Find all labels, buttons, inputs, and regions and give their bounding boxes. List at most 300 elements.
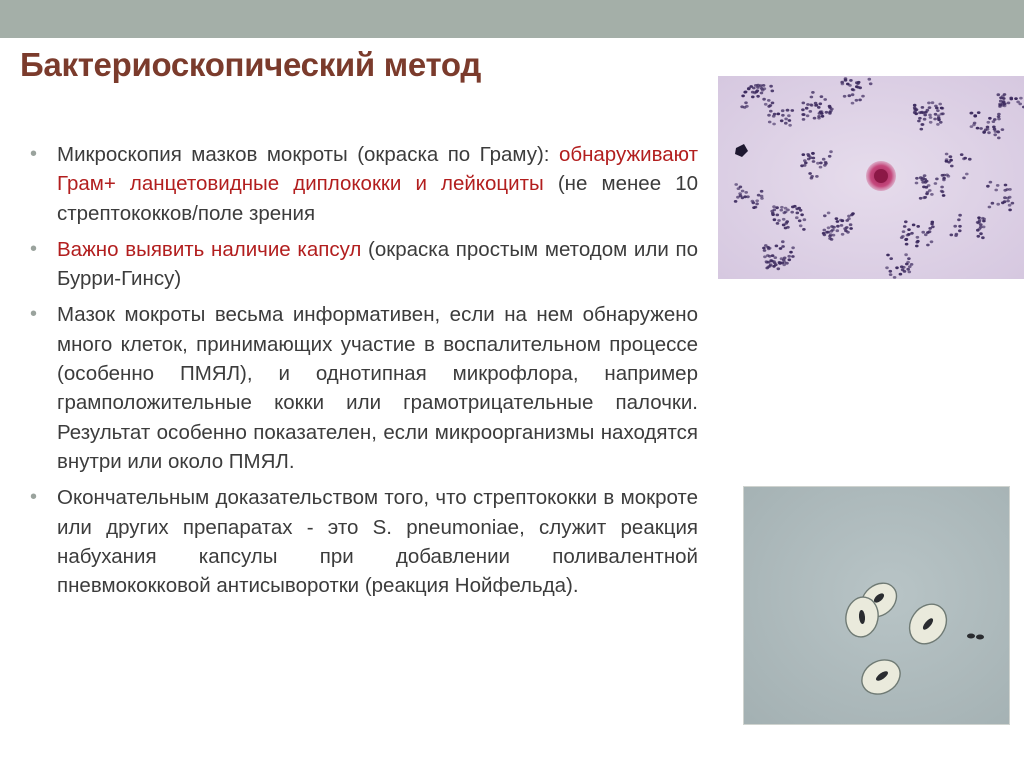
diplococcus bbox=[904, 253, 908, 256]
diplococcus bbox=[817, 106, 821, 109]
diplococcus bbox=[755, 199, 759, 202]
diplococcus bbox=[802, 113, 806, 116]
bullet-dot-icon: • bbox=[30, 303, 38, 326]
diplococcus bbox=[1019, 97, 1023, 100]
diplococcus bbox=[848, 84, 852, 87]
diplococcus bbox=[850, 214, 854, 217]
diplococcus bbox=[798, 219, 802, 222]
diplococcus bbox=[756, 86, 760, 89]
diplococcus bbox=[915, 177, 919, 180]
diplococcus bbox=[868, 78, 872, 81]
diplococcus bbox=[977, 216, 981, 219]
diplococcus bbox=[904, 220, 908, 223]
diplococcus bbox=[907, 228, 911, 231]
diplococcus bbox=[903, 225, 907, 228]
diplococcus bbox=[934, 182, 938, 185]
diplococcus bbox=[976, 127, 980, 130]
diplococcus bbox=[955, 233, 959, 236]
diplococcus bbox=[749, 85, 753, 88]
diplococcus bbox=[781, 114, 785, 117]
diplococcus bbox=[767, 99, 771, 102]
diplococcus bbox=[857, 81, 861, 84]
bullet-text-segment: (не менее 10 стрептококков/поле зрения bbox=[57, 172, 698, 225]
diplococcus bbox=[775, 206, 779, 209]
diplococcus bbox=[810, 177, 814, 180]
diplococcus bbox=[885, 266, 889, 269]
diplococcus bbox=[795, 207, 799, 210]
diplococcus bbox=[783, 257, 787, 260]
diplococcus bbox=[822, 158, 826, 161]
diplococcus bbox=[947, 175, 951, 178]
diplococcus bbox=[901, 268, 905, 271]
bullet-capsules bbox=[30, 235, 698, 294]
diplococcus bbox=[855, 99, 859, 102]
diplococcus bbox=[936, 123, 940, 126]
diplococcus bbox=[841, 83, 845, 86]
diplococcus bbox=[763, 249, 767, 252]
diplococcus bbox=[769, 110, 773, 113]
diplococcus bbox=[823, 229, 827, 232]
diplococcus bbox=[752, 206, 756, 209]
diplococcus bbox=[928, 106, 932, 109]
diplococcus bbox=[958, 214, 962, 217]
diplococcus bbox=[986, 185, 990, 188]
diplococcus bbox=[772, 123, 776, 126]
diplococcus bbox=[958, 229, 962, 232]
diplococcus bbox=[997, 113, 1001, 116]
bullet-neufeld-reaction bbox=[30, 483, 698, 600]
diplococcus bbox=[930, 193, 934, 196]
diplococcus bbox=[777, 219, 781, 222]
diplococcus bbox=[823, 98, 827, 101]
diplococcus bbox=[913, 104, 917, 107]
diplococcus bbox=[788, 119, 792, 122]
diplococcus bbox=[916, 236, 920, 239]
bullet-dot-icon: • bbox=[30, 237, 38, 260]
diplococcus bbox=[1004, 184, 1008, 187]
diplococcus bbox=[756, 95, 760, 98]
diplococcus bbox=[997, 118, 1001, 121]
diplococcus bbox=[768, 121, 772, 124]
diplococcus bbox=[767, 114, 771, 117]
diplococcus bbox=[912, 224, 916, 227]
diplococcus bbox=[823, 233, 827, 236]
diplococcus bbox=[957, 218, 961, 221]
diplococcus bbox=[734, 200, 738, 203]
diplococcus bbox=[977, 222, 981, 225]
micrograph-gram-stain-diplococci-icon bbox=[718, 76, 1024, 279]
diplococcus bbox=[934, 113, 938, 116]
diplococcus bbox=[920, 123, 924, 126]
diplococcus bbox=[923, 118, 927, 121]
diplococcus bbox=[1003, 200, 1007, 203]
diplococcus bbox=[751, 96, 755, 99]
diplococcus bbox=[996, 184, 1000, 187]
diplococcus bbox=[823, 214, 827, 217]
diplococcus bbox=[764, 103, 768, 106]
diplococcus bbox=[803, 164, 807, 167]
diplococcus bbox=[736, 196, 740, 199]
diplococcus bbox=[1014, 97, 1018, 100]
diplococcus bbox=[740, 105, 744, 108]
diplococcus bbox=[992, 126, 996, 129]
diplococcus bbox=[987, 121, 991, 124]
diplococcus bbox=[744, 191, 748, 194]
diplococcus bbox=[852, 89, 856, 92]
diplococcus bbox=[908, 271, 912, 274]
diplococcus bbox=[830, 225, 834, 228]
diplococcus bbox=[805, 107, 809, 110]
diplococcus bbox=[768, 255, 772, 258]
diplococcus bbox=[827, 226, 831, 229]
diplococcus bbox=[823, 164, 827, 167]
diplococcus bbox=[755, 203, 759, 206]
diplococcus bbox=[935, 178, 939, 181]
diplococcus bbox=[926, 109, 930, 112]
diplococcus bbox=[927, 102, 931, 105]
diplococcus bbox=[831, 229, 835, 232]
diplococcus bbox=[815, 175, 819, 178]
diplococcus bbox=[905, 243, 909, 246]
diplococcus bbox=[769, 85, 773, 88]
diplococcus bbox=[940, 186, 944, 189]
diplococcus bbox=[784, 118, 788, 121]
diplococcus bbox=[942, 177, 946, 180]
diplococcus bbox=[926, 231, 930, 234]
micrograph-gram-stain-image bbox=[718, 76, 1024, 279]
diplococcus bbox=[802, 118, 806, 121]
diplococcus bbox=[829, 233, 833, 236]
diplococcus bbox=[760, 197, 764, 200]
diplococcus bbox=[1002, 97, 1006, 100]
diplococcus bbox=[979, 232, 983, 235]
diplococcus bbox=[941, 107, 945, 110]
diplococcus bbox=[849, 79, 853, 82]
bullet-gram-stain bbox=[30, 140, 698, 228]
diplococcus bbox=[992, 120, 996, 123]
diplococcus bbox=[976, 229, 980, 232]
bullet-text-segment: (окраска простым методом или по Бурри-Гинсу) bbox=[57, 237, 698, 291]
diplococcus bbox=[829, 150, 833, 153]
diplococcus bbox=[982, 220, 986, 223]
diplococcus bbox=[802, 153, 806, 156]
diplococcus bbox=[825, 111, 829, 114]
top-bar bbox=[0, 0, 1024, 38]
diplococcus bbox=[772, 115, 776, 118]
bullet-text-segment: Мазок мокроты весьма информативен, если на нем обнаружено много клеток, принимающих участие в воспалительном процессе (особенно ПМЯЛ), и однотипная микрофлора, например грамположительные кокки или грамотрицательные палочки. Результат особенно показателен, если микроорганизмы находятся внутри или около ПМЯЛ. bbox=[57, 303, 698, 473]
diplococcus bbox=[921, 106, 925, 109]
diplococcus bbox=[777, 113, 781, 116]
diplococcus bbox=[769, 104, 773, 107]
diplococcus bbox=[788, 258, 792, 261]
diplococcus bbox=[824, 161, 828, 164]
bullet-dot-icon: • bbox=[30, 486, 38, 509]
diplococcus bbox=[941, 190, 945, 193]
diplococcus bbox=[745, 105, 749, 108]
diplococcus bbox=[895, 266, 899, 269]
diplococcus bbox=[993, 133, 997, 136]
diplococcus bbox=[771, 213, 775, 216]
diplococcus bbox=[963, 157, 967, 160]
diplococcus bbox=[843, 95, 847, 98]
diplococcus bbox=[997, 115, 1001, 118]
diplococcus bbox=[1007, 102, 1011, 105]
diplococcus bbox=[800, 213, 804, 216]
diplococcus bbox=[861, 95, 865, 98]
diplococcus bbox=[987, 131, 991, 134]
diplococcus bbox=[811, 152, 815, 155]
diplococcus bbox=[806, 103, 810, 106]
diplococcus bbox=[739, 186, 743, 189]
diplococcus bbox=[786, 209, 790, 212]
diplococcus bbox=[982, 131, 986, 134]
diplococcus bbox=[855, 85, 859, 88]
diplococcus bbox=[916, 240, 920, 243]
diplococcus bbox=[787, 114, 791, 117]
diplococcus bbox=[915, 245, 919, 248]
diplococcus bbox=[819, 102, 823, 105]
bullet-text-segment: Микроскопия мазков мокроты (окраска по Граму): bbox=[57, 143, 559, 166]
diplococcus bbox=[923, 174, 927, 177]
diplococcus bbox=[921, 231, 925, 234]
diplococcus bbox=[981, 236, 985, 239]
diplococcus bbox=[931, 101, 935, 104]
diplococcus bbox=[816, 162, 820, 165]
diplococcus bbox=[906, 234, 910, 237]
diplococcus bbox=[759, 84, 763, 87]
diplococcus bbox=[908, 265, 912, 268]
diplococcus bbox=[753, 91, 757, 94]
diplococcus bbox=[889, 257, 893, 260]
diplococcus bbox=[809, 110, 813, 113]
diplococcus bbox=[774, 256, 778, 259]
diplococcus bbox=[743, 91, 747, 94]
diplococcus bbox=[846, 231, 850, 234]
diplococcus bbox=[1006, 197, 1010, 200]
diplococcus bbox=[1018, 103, 1022, 106]
diplococcus bbox=[734, 183, 738, 186]
diplococcus bbox=[785, 220, 789, 223]
diplococcus bbox=[829, 109, 833, 112]
diplococcus bbox=[965, 173, 969, 176]
diplococcus bbox=[789, 251, 793, 254]
diplococcus bbox=[968, 158, 972, 161]
diplococcus bbox=[939, 121, 943, 124]
diplococcus bbox=[795, 216, 799, 219]
diplococcus bbox=[926, 244, 930, 247]
diplococcus bbox=[802, 102, 806, 105]
diplococcus bbox=[819, 111, 823, 114]
diplococcus bbox=[778, 262, 782, 265]
diplococcus bbox=[751, 200, 755, 203]
diplococcus bbox=[930, 240, 934, 243]
bullet-dot-icon: • bbox=[30, 143, 38, 165]
diplococcus bbox=[953, 225, 957, 228]
diplococcus bbox=[960, 153, 964, 156]
diplococcus bbox=[949, 159, 953, 162]
diplococcus bbox=[929, 116, 933, 119]
diplococcus bbox=[773, 218, 777, 221]
diplococcus bbox=[799, 209, 803, 212]
diplococcus bbox=[925, 192, 929, 195]
diplococcus bbox=[1003, 93, 1007, 96]
diplococcus bbox=[1006, 200, 1010, 203]
diplococcus bbox=[922, 111, 926, 114]
diplococcus bbox=[784, 122, 788, 125]
diplococcus bbox=[808, 172, 812, 175]
diplococcus bbox=[977, 235, 981, 238]
diplococcus bbox=[938, 103, 942, 106]
diplococcus bbox=[900, 236, 904, 239]
diplococcus bbox=[809, 103, 813, 106]
bullet-smear-informative bbox=[30, 300, 698, 476]
diplococcus bbox=[817, 115, 821, 118]
diplococcus bbox=[827, 231, 831, 234]
diplococcus bbox=[744, 101, 748, 104]
diplococcus bbox=[913, 110, 917, 113]
diplococcus bbox=[786, 109, 790, 112]
diplococcus bbox=[801, 108, 805, 111]
diplococcus bbox=[781, 109, 785, 112]
diplococcus bbox=[813, 117, 817, 120]
micrograph-capsule-image bbox=[743, 486, 1010, 725]
bullet-text-highlight: Важно выявить наличие капсул bbox=[57, 237, 362, 261]
diplococcus bbox=[781, 240, 785, 243]
diplococcus bbox=[836, 229, 840, 232]
diplococcus bbox=[941, 174, 945, 177]
diplococcus bbox=[819, 166, 823, 169]
diplococcus bbox=[776, 222, 780, 225]
diplococcus bbox=[812, 160, 816, 163]
diplococcus bbox=[996, 203, 1000, 206]
diplococcus bbox=[828, 155, 832, 158]
diplococcus bbox=[781, 245, 785, 248]
diplococcus bbox=[1009, 97, 1013, 100]
diplococcus bbox=[776, 214, 780, 217]
diplococcus bbox=[889, 270, 893, 273]
diplococcus bbox=[994, 189, 998, 192]
diplococcus bbox=[922, 186, 926, 189]
diplococcus bbox=[848, 94, 852, 97]
diplococcus bbox=[899, 273, 903, 276]
diplococcus bbox=[770, 260, 774, 263]
diplococcus bbox=[782, 224, 786, 227]
diplococcus bbox=[757, 194, 761, 197]
diplococcus bbox=[893, 276, 897, 279]
diplococcus bbox=[788, 124, 792, 127]
diplococcus bbox=[851, 102, 855, 105]
bullet-list bbox=[30, 140, 698, 607]
diplococcus bbox=[928, 114, 932, 117]
diplococcus bbox=[741, 95, 745, 98]
diplococcus bbox=[889, 273, 893, 276]
diplococcus bbox=[780, 206, 784, 209]
diplococcus bbox=[779, 247, 783, 250]
diplococcus bbox=[950, 234, 954, 237]
diplococcus bbox=[765, 260, 769, 263]
micrograph-capsule-swelling-icon bbox=[744, 487, 1009, 724]
diplococcus bbox=[780, 209, 784, 212]
bullet-text-highlight: обнаруживают Грам+ ланцетовидные диплококки и лейкоциты bbox=[57, 143, 698, 196]
diplococcus bbox=[767, 266, 771, 269]
diplococcus bbox=[982, 226, 986, 229]
diplococcus bbox=[773, 209, 777, 212]
diplococcus bbox=[836, 225, 840, 228]
diplococcus bbox=[828, 105, 832, 108]
diplococcus bbox=[949, 155, 953, 158]
diplococcus bbox=[940, 113, 944, 116]
diplococcus bbox=[760, 190, 764, 193]
diplococcus bbox=[851, 93, 855, 96]
diplococcus bbox=[782, 218, 786, 221]
diplococcus bbox=[915, 182, 919, 185]
diplococcus bbox=[984, 128, 988, 131]
diplococcus bbox=[973, 115, 977, 118]
diplococcus bbox=[934, 105, 938, 108]
diplococcus bbox=[902, 266, 906, 269]
diplococcus bbox=[936, 109, 940, 112]
diplococcus bbox=[945, 153, 949, 156]
diplococcus bbox=[910, 232, 914, 235]
diplococcus bbox=[924, 196, 928, 199]
diplococcus bbox=[921, 177, 925, 180]
bullet-text-segment: Окончательным доказательством того, что стрептококки в мокроте или других препаратах - это S. pneumoniae, служит реакция набухания капсулы при добавлении поливалентной пневмококковой антисыворотки (реакция Нойфельда). bbox=[57, 486, 698, 598]
diplococcus bbox=[775, 245, 779, 248]
diplococcus bbox=[741, 190, 745, 193]
diplococcus bbox=[931, 225, 935, 228]
diplococcus bbox=[814, 102, 818, 105]
diplococcus bbox=[803, 159, 807, 162]
diplococcus bbox=[791, 255, 795, 258]
diplococcus bbox=[820, 95, 824, 98]
diplococcus bbox=[918, 117, 922, 120]
diplococcus bbox=[979, 127, 983, 130]
diplococcus bbox=[836, 220, 840, 223]
diplococcus bbox=[1005, 188, 1009, 191]
diplococcus bbox=[913, 106, 917, 109]
diplococcus bbox=[942, 194, 946, 197]
diplococcus bbox=[886, 254, 890, 257]
diplococcus bbox=[858, 99, 862, 102]
diplococcus bbox=[803, 218, 807, 221]
diplococcus bbox=[839, 219, 843, 222]
diplococcus bbox=[958, 225, 962, 228]
diplococcus bbox=[827, 212, 831, 215]
diplococcus bbox=[917, 120, 921, 123]
diplococcus bbox=[937, 117, 941, 120]
diplococcus bbox=[841, 233, 845, 236]
diplococcus bbox=[791, 206, 795, 209]
diplococcus bbox=[1008, 204, 1012, 207]
diplococcus bbox=[902, 230, 906, 233]
diplococcus bbox=[787, 255, 791, 258]
diplococcus bbox=[747, 88, 751, 91]
diplococcus bbox=[806, 153, 810, 156]
diplococcus bbox=[840, 224, 844, 227]
diplococcus bbox=[997, 137, 1001, 140]
diplococcus bbox=[907, 257, 911, 260]
diplococcus bbox=[981, 217, 985, 220]
diplococcus bbox=[771, 102, 775, 105]
diplococcus bbox=[972, 123, 976, 126]
diplococcus bbox=[945, 158, 949, 161]
diplococcus bbox=[988, 206, 992, 209]
diplococcus bbox=[933, 118, 937, 121]
diplococcus bbox=[806, 114, 810, 117]
diplococcus bbox=[847, 217, 851, 220]
diplococcus bbox=[796, 212, 800, 215]
diplococcus bbox=[977, 111, 981, 114]
